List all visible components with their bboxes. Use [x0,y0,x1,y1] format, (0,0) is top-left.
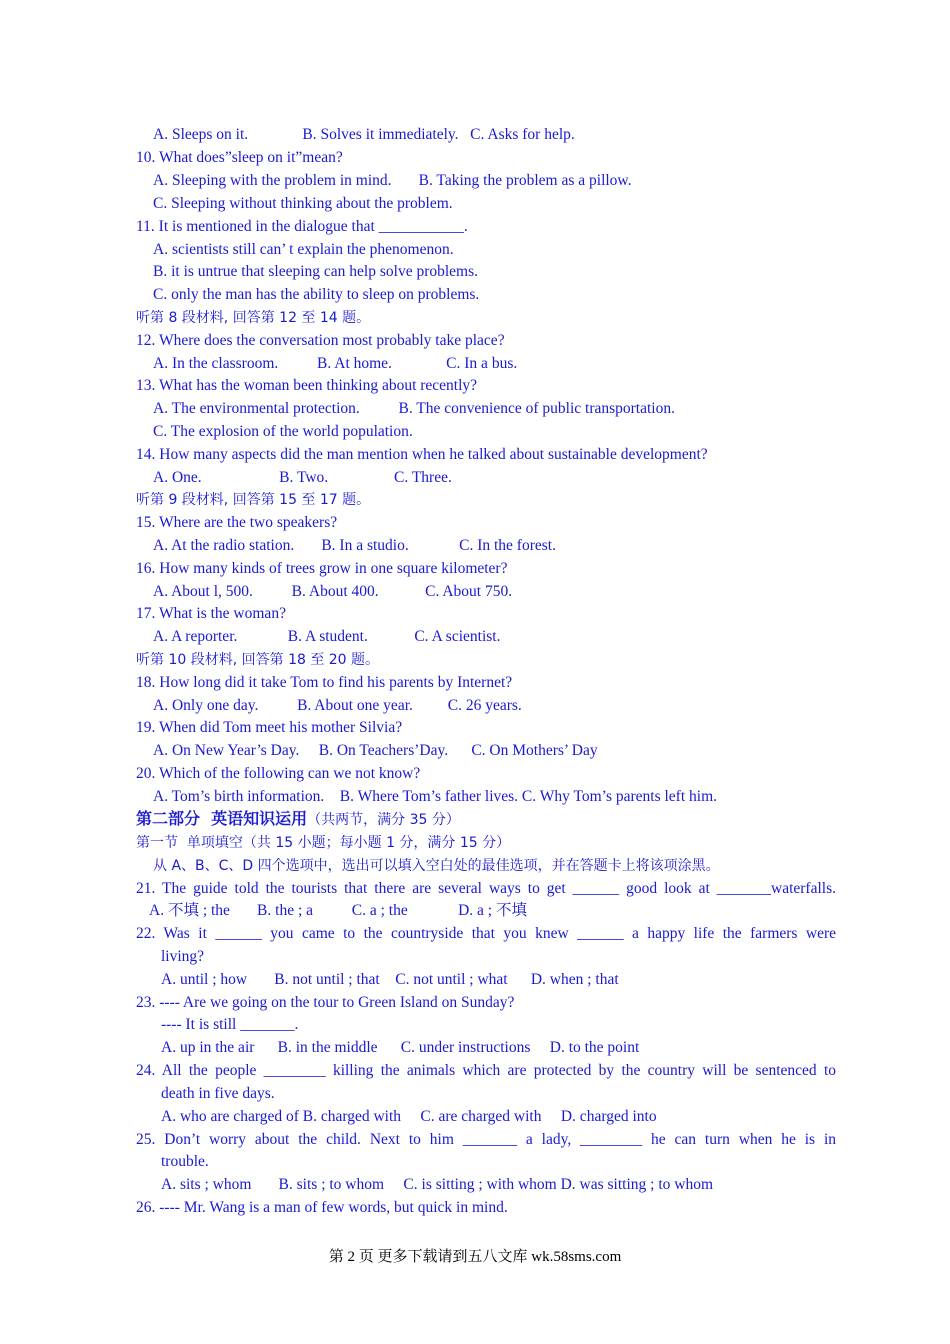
q19-stem: 19. When did Tom meet his mother Silvia? [136,719,403,736]
q13-stem: 13. What has the woman been thinking about recently? [136,377,478,394]
q19-options: A. On New Year’s Day. B. On Teachers’Day. C. On Mothers’ Day [153,742,598,759]
q11-option-c: C. only the man has the ability to sleep on problems. [153,286,480,303]
q24-stem: 24. All the people ________ killing the animals which are protected by the country will be sentenced to [136,1062,836,1079]
q24-options: A. who are charged of B. charged with C. are charged with D. charged into [161,1108,657,1125]
q16-stem: 16. How many kinds of trees grow in one square kilometer? [136,560,508,577]
q16-options: A. About l, 500. B. About 400. C. About 750. [153,583,513,600]
q10-stem: 10. What does”sleep on it”mean? [136,149,343,166]
q15-options: A. At the radio station. B. In a studio. C. In the forest. [153,537,556,554]
passage-8-instruction: 听第 8 段材料, 回答第 12 至 14 题。 [136,310,371,326]
q10-options-ab: A. Sleeping with the problem in mind. B. Taking the problem as a pillow. [153,172,632,189]
q17-stem: 17. What is the woman? [136,605,286,622]
q18-options: A. Only one day. B. About one year. C. 26 years. [153,697,522,714]
q20-stem: 20. Which of the following can we not know? [136,765,421,782]
section-instruction: 从 A、B、C、D 四个选项中，选出可以填入空白处的最佳选项，并在答题卡上将该项涂黑。 [153,858,720,874]
q11-option-a: A. scientists still can’ t explain the phenomenon. [153,241,454,258]
q26-stem: 26. ---- Mr. Wang is a man of few words, but quick in mind. [136,1199,508,1216]
q23-options: A. up in the air B. in the middle C. under instructions D. to the point [161,1039,640,1056]
q20-options: A. Tom’s birth information. B. Where Tom’s father lives. C. Why Tom’s parents left him. [153,788,718,805]
q11-option-b: B. it is untrue that sleeping can help solve problems. [153,263,479,280]
q15-stem: 15. Where are the two speakers? [136,514,338,531]
q22-stem-cont: living? [161,948,205,965]
q14-options: A. One. B. Two. C. Three. [153,469,452,486]
q13-option-c: C. The explosion of the world population. [153,423,413,440]
q11-stem: 11. It is mentioned in the dialogue that ___________. [136,218,468,235]
q25-stem-cont: trouble. [161,1153,209,1170]
q12-stem: 12. Where does the conversation most probably take place? [136,332,505,349]
section-one-heading: 第一节 单项填空（共 15 小题；每小题 1 分，满分 15 分） [136,835,511,851]
q17-options: A. A reporter. B. A student. C. A scientist. [153,628,501,645]
q13-options-ab: A. The environmental protection. B. The convenience of public transportation. [153,400,675,417]
q25-stem: 25. Don’t worry about the child. Next to him _______ a lady, ________ he can turn when he is in [136,1131,836,1148]
q21-options: A. 不填 ; the B. the ; a C. a ; the D. a ; 不填 [149,902,527,919]
q18-stem: 18. How long did it take Tom to find his parents by Internet? [136,674,513,691]
q22-options: A. until ; how B. not until ; that C. not until ; what D. when ; that [161,971,619,988]
q9-options: A. Sleeps on it. B. Solves it immediately. C. Asks for help. [153,126,575,143]
part-two-heading [136,809,460,830]
passage-10-instruction: 听第 10 段材料, 回答第 18 至 20 题。 [136,652,380,668]
part-two-title: 第二部分 英语知识运用 [136,809,308,828]
page-footer: 第 2 页 更多下载请到五八文库 wk.58sms.com [328,1249,622,1265]
passage-9-instruction: 听第 9 段材料, 回答第 15 至 17 题。 [136,492,371,508]
q22-stem: 22. Was it ______ you came to the countryside that you knew ______ a happy life the farmers were [136,925,836,942]
q25-options: A. sits ; whom B. sits ; to whom C. is sitting ; with whom D. was sitting ; to whom [161,1176,714,1193]
q23-reply: ---- It is still _______. [161,1016,299,1033]
q12-options: A. In the classroom. B. At home. C. In a bus. [153,355,518,372]
q10-option-c: C. Sleeping without thinking about the problem. [153,195,453,212]
q24-stem-cont: death in five days. [161,1085,275,1102]
part-two-subtitle: （共两节，满分 35 分） [307,812,460,828]
q14-stem: 14. How many aspects did the man mention when he talked about sustainable development? [136,446,708,463]
q21-stem: 21. The guide told the tourists that there are several ways to get ______ good look at _______waterfalls. [136,880,836,897]
q23-stem: 23. ---- Are we going on the tour to Green Island on Sunday? [136,994,515,1011]
